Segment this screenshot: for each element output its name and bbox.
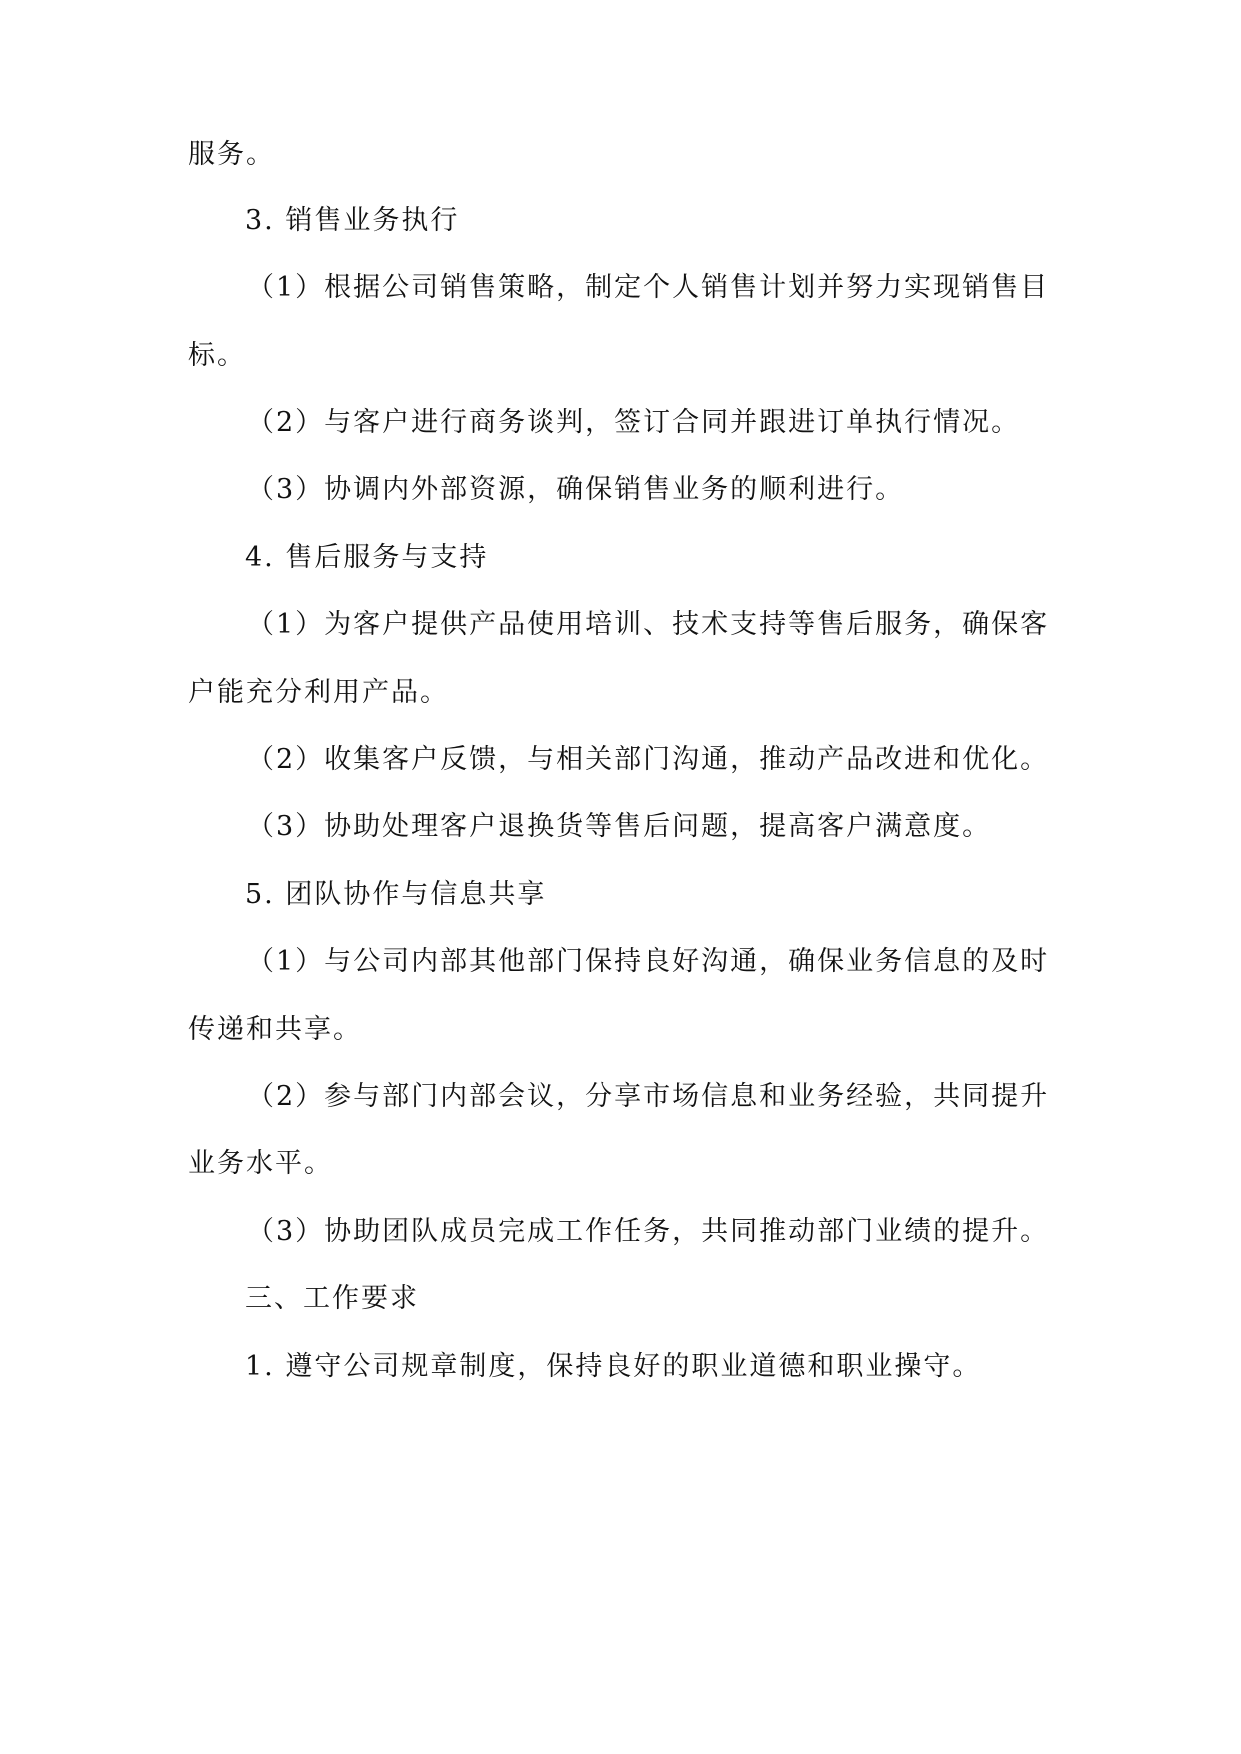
list-item-3-1-continuation: 标。 <box>188 340 246 371</box>
list-item-4-3: （3）协助处理客户退换货等售后问题，提高客户满意度。 <box>247 811 992 842</box>
requirement-item-1: 1. 遵守公司规章制度，保持良好的职业道德和职业操守。 <box>245 1351 982 1382</box>
chapter-heading-work-requirements: 三、工作要求 <box>245 1283 419 1314</box>
list-item-5-3: （3）协助团队成员完成工作任务，共同推动部门业绩的提升。 <box>247 1216 1050 1247</box>
list-item-4-2: （2）收集客户反馈，与相关部门沟通，推动产品改进和优化。 <box>247 744 1050 775</box>
section-heading-3: 3. 销售业务执行 <box>245 205 460 236</box>
list-item-5-1: （1）与公司内部其他部门保持良好沟通，确保业务信息的及时 <box>247 946 1050 977</box>
list-item-3-1: （1）根据公司销售策略，制定个人销售计划并努力实现销售目 <box>247 272 1050 303</box>
section-heading-4: 4. 售后服务与支持 <box>245 542 489 573</box>
list-item-3-2: （2）与客户进行商务谈判，签订合同并跟进订单执行情况。 <box>247 407 1021 438</box>
list-item-5-2-continuation: 业务水平。 <box>188 1148 333 1179</box>
list-item-4-1-continuation: 户能充分利用产品。 <box>188 677 449 708</box>
list-item-3-3: （3）协调内外部资源，确保销售业务的顺利进行。 <box>247 474 905 505</box>
paragraph-continuation: 服务。 <box>188 139 275 170</box>
list-item-5-2: （2）参与部门内部会议，分享市场信息和业务经验，共同提升 <box>247 1081 1050 1112</box>
section-heading-5: 5. 团队协作与信息共享 <box>245 879 547 910</box>
list-item-4-1: （1）为客户提供产品使用培训、技术支持等售后服务，确保客 <box>247 609 1050 640</box>
list-item-5-1-continuation: 传递和共享。 <box>188 1014 362 1045</box>
